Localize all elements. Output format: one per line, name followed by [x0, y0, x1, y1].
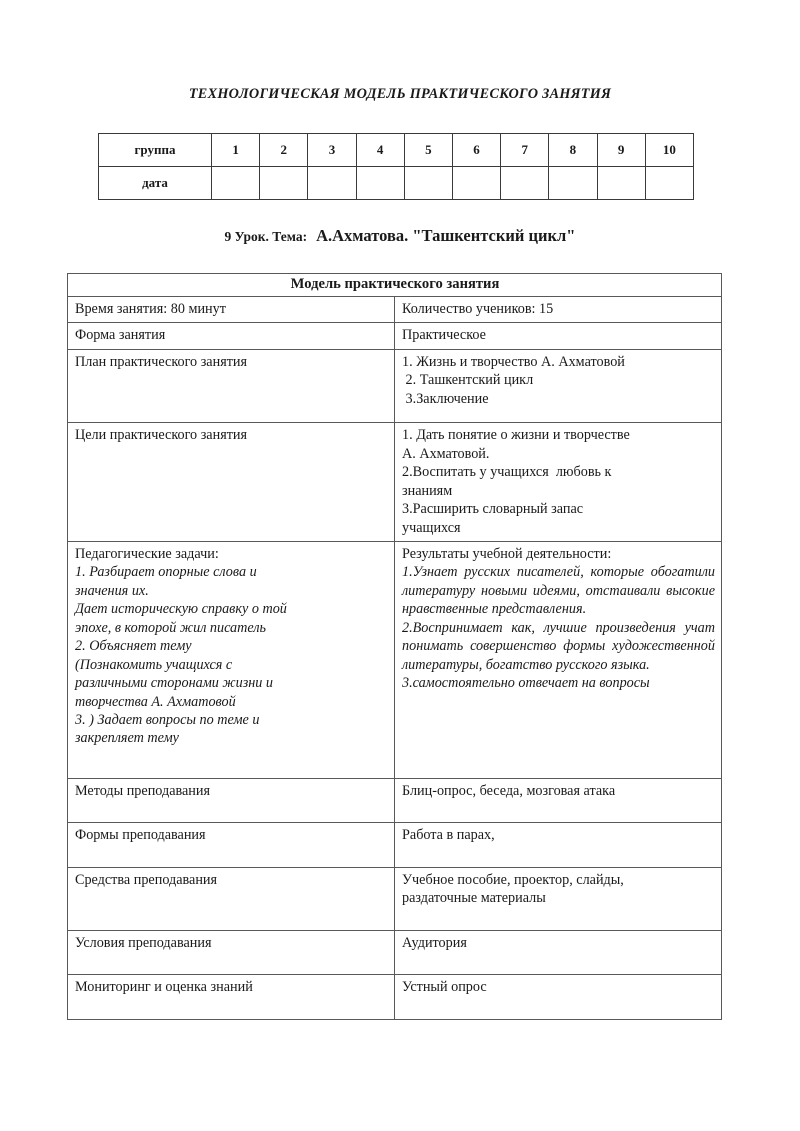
- goal-line-5: 3.Расширить словарный запас: [402, 501, 584, 518]
- pedagogical-task-line-5: 2. Объясняет тему: [75, 638, 192, 655]
- group-column-8[interactable]: 8: [549, 134, 597, 167]
- group-column-1[interactable]: 1: [212, 134, 260, 167]
- pedagogical-task-line-1: 1. Разбирает опорные слова и: [75, 564, 257, 581]
- table-header-row: [68, 274, 722, 297]
- table-row-teaching-aids: [68, 867, 722, 930]
- table-row-teaching-conditions: [68, 930, 722, 974]
- pedagogical-task-line-4: эпохе, в которой жил писатель: [75, 619, 266, 636]
- group-column-4[interactable]: 4: [356, 134, 404, 167]
- lesson-topic-value: А.Ахматова. "Ташкентский цикл": [316, 226, 576, 245]
- row-value-monitoring-assessment: Устный опрос: [395, 975, 722, 1019]
- plan-line-3: 3.Заключение: [402, 390, 489, 407]
- plan-line-2: 2. Ташкентский цикл: [402, 372, 534, 389]
- group-column-5[interactable]: 5: [404, 134, 452, 167]
- learning-result-paragraph-2: 2.Воспринимает как, лучшие произведения учат понимать совершенство формы художественной литературы, богатство русского языка.: [402, 619, 719, 673]
- pedagogical-task-line-7: различными сторонами жизни и: [75, 675, 274, 692]
- group-date-table: [98, 133, 694, 200]
- table-row-teaching-methods: [68, 778, 722, 822]
- row-value-lesson-form: Практическое: [395, 323, 722, 349]
- goal-line-2: А. Ахматовой.: [402, 445, 490, 462]
- table-row-group: [99, 134, 694, 167]
- row-value-teaching-aids: [395, 867, 722, 930]
- group-column-7[interactable]: 7: [501, 134, 549, 167]
- group-column-10[interactable]: 10: [645, 134, 693, 167]
- goal-line-3: 2.Воспитать у учащихся любовь к: [402, 464, 612, 481]
- table-row-date: [99, 167, 694, 200]
- learning-result-paragraph-3: 3.самостоятельно отвечает на вопросы: [402, 675, 650, 692]
- date-cell-10[interactable]: [645, 167, 693, 200]
- table-row-time: [68, 296, 722, 322]
- row-label-group: группа: [99, 134, 212, 167]
- group-column-6[interactable]: 6: [452, 134, 500, 167]
- pedagogical-task-line-8: творчества А. Ахматовой: [75, 693, 236, 710]
- plan-line-1: 1. Жизнь и творчество А. Ахматовой: [402, 353, 625, 370]
- learning-result-paragraph-1: 1.Узнает русских писателей, которые обогатили литературу новыми идеями, отстаивали высокие нравственные представления.: [402, 564, 719, 618]
- row-label-teaching-aids: Средства преподавания: [68, 867, 395, 930]
- row-value-lesson-plan: [395, 349, 722, 422]
- table-row-monitoring: [68, 975, 722, 1019]
- row-value-lesson-goals: [395, 423, 722, 542]
- learning-results-heading: Результаты учебной деятельности:: [402, 545, 612, 562]
- pedagogical-task-line-2: значения их.: [75, 582, 149, 599]
- row-label-date: дата: [99, 167, 212, 200]
- date-cell-2[interactable]: [260, 167, 308, 200]
- teaching-aids-line-2: раздаточные материалы: [402, 890, 546, 907]
- date-cell-9[interactable]: [597, 167, 645, 200]
- row-value-learning-results: [395, 541, 722, 778]
- pedagogical-tasks-heading: Педагогические задачи:: [75, 545, 219, 562]
- table-row-pedagogical-tasks: [68, 541, 722, 778]
- teaching-aids-line-1: Учебное пособие, проектор, слайды,: [402, 871, 624, 888]
- group-column-3[interactable]: 3: [308, 134, 356, 167]
- goal-line-6: учащихся: [402, 519, 461, 536]
- goal-line-1: 1. Дать понятие о жизни и творчестве: [402, 427, 630, 444]
- date-cell-1[interactable]: [212, 167, 260, 200]
- pedagogical-task-line-3: Дает историческую справку о той: [75, 601, 287, 618]
- model-table-header: Модель практического занятия: [68, 274, 722, 297]
- row-label-lesson-form: Форма занятия: [68, 323, 395, 349]
- row-value-student-count: Количество учеников: 15: [395, 296, 722, 322]
- goal-line-4: знаниям: [402, 482, 453, 499]
- page-title: ТЕХНОЛОГИЧЕСКАЯ МОДЕЛЬ ПРАКТИЧЕСКОГО ЗАНЯТИЯ: [188, 86, 612, 102]
- pedagogical-task-line-10: закрепляет тему: [75, 730, 179, 747]
- row-value-teaching-forms: Работа в парах,: [395, 823, 722, 867]
- row-label-lesson-plan: План практического занятия: [68, 349, 395, 422]
- date-cell-5[interactable]: [404, 167, 452, 200]
- pedagogical-task-line-6: (Познакомить учащихся с: [75, 656, 233, 673]
- table-row-teaching-forms: [68, 823, 722, 867]
- table-row-form: [68, 323, 722, 349]
- date-cell-7[interactable]: [501, 167, 549, 200]
- row-label-teaching-conditions: Условия преподавания: [68, 930, 395, 974]
- group-column-9[interactable]: 9: [597, 134, 645, 167]
- row-label-monitoring-assessment: Мониторинг и оценка знаний: [68, 975, 395, 1019]
- lesson-topic-prefix: 9 Урок. Тема:: [224, 229, 308, 244]
- group-column-2[interactable]: 2: [260, 134, 308, 167]
- table-row-plan: [68, 349, 722, 422]
- row-value-pedagogical-tasks: [68, 541, 395, 778]
- row-label-lesson-goals: Цели практического занятия: [68, 423, 395, 542]
- date-cell-6[interactable]: [452, 167, 500, 200]
- row-value-teaching-methods: Блиц-опрос, беседа, мозговая атака: [395, 778, 722, 822]
- lesson-topic-line: [0, 226, 800, 246]
- practical-lesson-model-table: [67, 273, 722, 1020]
- date-cell-3[interactable]: [308, 167, 356, 200]
- row-label-lesson-time: Время занятия: 80 минут: [68, 296, 395, 322]
- date-cell-4[interactable]: [356, 167, 404, 200]
- row-label-teaching-methods: Методы преподавания: [68, 778, 395, 822]
- row-value-teaching-conditions: Аудитория: [395, 930, 722, 974]
- row-label-teaching-forms: Формы преподавания: [68, 823, 395, 867]
- pedagogical-task-line-9: 3. ) Задает вопросы по теме и: [75, 712, 260, 729]
- table-row-goals: [68, 423, 722, 542]
- date-cell-8[interactable]: [549, 167, 597, 200]
